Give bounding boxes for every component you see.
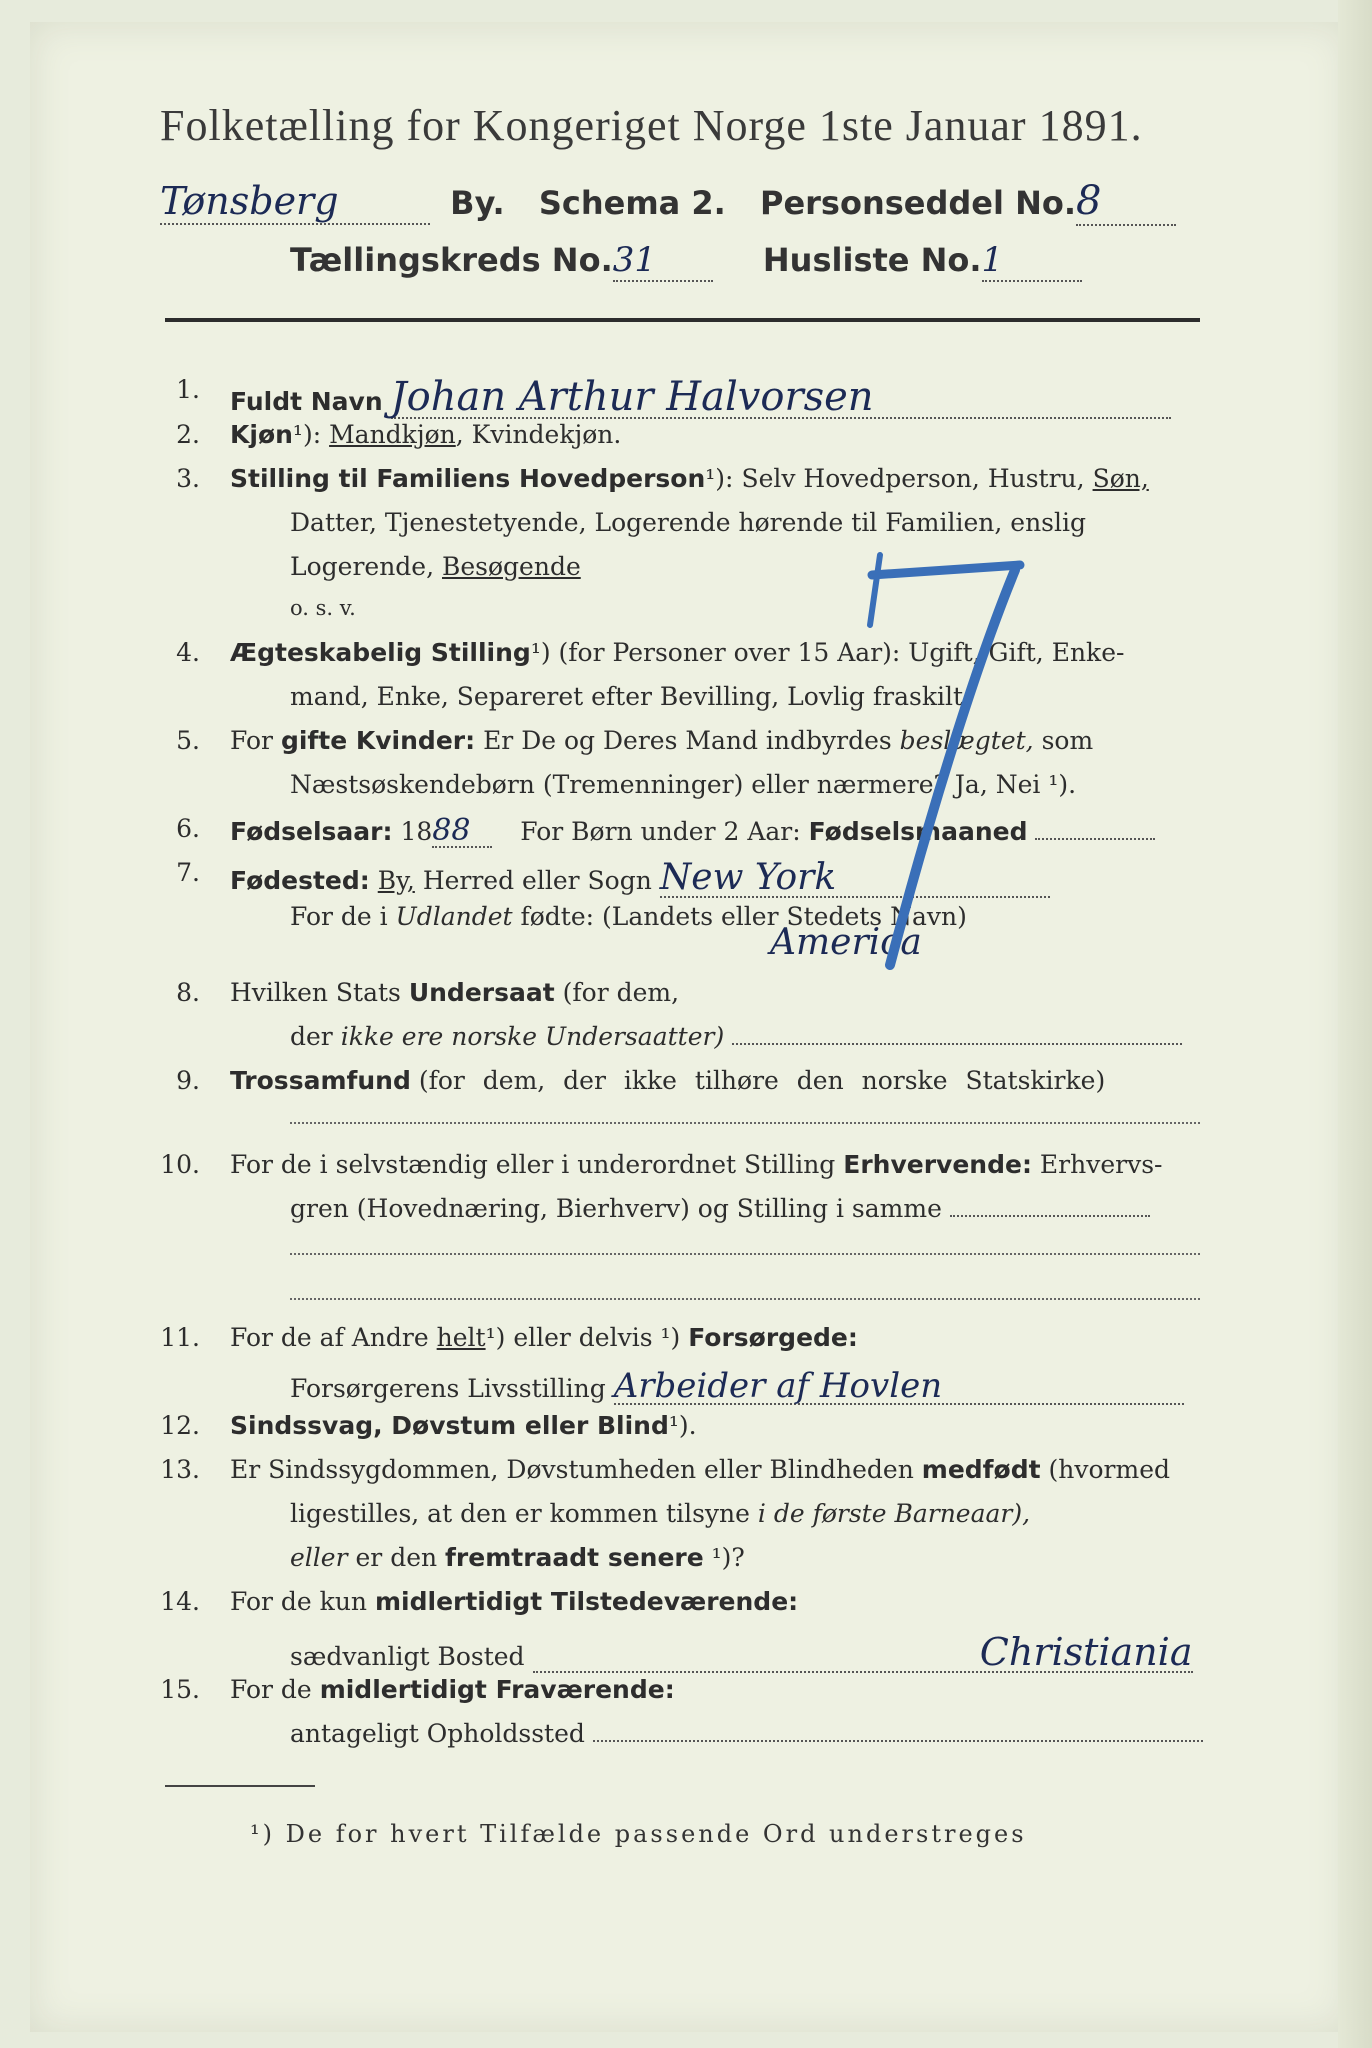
text: er den (355, 1543, 438, 1572)
usual-residence-value: Christiania (533, 1633, 1193, 1673)
citizenship-blank (732, 1043, 1182, 1045)
item-disability (230, 1413, 697, 1438)
kreds-number: 31 (613, 240, 713, 282)
text: sædvanligt Bosted (290, 1642, 525, 1671)
congenital-label: medfødt (921, 1455, 1041, 1484)
husliste-number: 1 (982, 240, 1082, 282)
family-position-line2: Datter, Tjenestetyende, Logerende hørende til Familien, enslig (290, 508, 1087, 537)
text: Er Sindssygdommen, Døvstumheden eller Blindheden (230, 1455, 914, 1484)
birth-year-value: 88 (432, 816, 492, 848)
item-number: 8. (176, 978, 200, 1007)
text: Herred eller Sogn (422, 866, 652, 895)
birth-year-prefix: 18 (400, 817, 433, 846)
text: Udlandet (395, 902, 513, 931)
item-sex (230, 422, 621, 447)
text: For (230, 726, 273, 755)
item-number: 5. (176, 726, 200, 755)
family-position-options: Selv Hovedperson, Hustru, (741, 464, 1085, 493)
item-number: 2. (176, 420, 200, 449)
family-position-son: Søn, (1092, 464, 1149, 493)
temporary-residence-blank (593, 1740, 1203, 1742)
town-value: Tønsberg (160, 179, 430, 225)
full-name-value: Johan Arthur Halvorsen (391, 377, 1171, 419)
item-occupation (230, 1152, 1162, 1177)
text: ¹)? (711, 1543, 745, 1572)
text: ikke ere norske Undersaatter) (340, 1022, 725, 1051)
header-rule (165, 318, 1200, 322)
text: For Børn under 2 Aar: (520, 817, 801, 846)
item-number: 1. (176, 375, 200, 404)
birthplace-label: Fødested: (230, 866, 370, 895)
option-besogende: Besøgende (442, 552, 581, 581)
option-logerende: Logerende, (290, 552, 435, 581)
text: For de (230, 1675, 312, 1704)
birthplace-value: New York (660, 860, 1050, 898)
husliste-label: Husliste No. (762, 241, 982, 279)
footnote-ref: ¹): (705, 464, 734, 493)
footnote-ref: ¹): (292, 420, 322, 449)
marital-status-line2: mand, Enke, Separeret efter Bevilling, Lovlig fraskilt. (290, 682, 971, 711)
birth-year-label: Fødselsaar: (230, 817, 393, 846)
text: Hvilken Stats (230, 978, 401, 1007)
item-full-name (230, 374, 1171, 420)
item-number: 9. (176, 1066, 200, 1095)
text: antageligt Opholdssted (290, 1719, 585, 1748)
item-citizenship (230, 980, 679, 1005)
married-women-line2: Næstsøskendebørn (Tremenninger) eller nærmere? Ja, Nei ¹). (290, 770, 1077, 799)
item-number: 12. (160, 1411, 200, 1440)
text: (hvormed (1048, 1455, 1171, 1484)
item-religion (230, 1068, 1105, 1093)
text: For de i selvstændig eller i underordnet Stilling (230, 1150, 836, 1179)
acquired-label: fremtraadt senere (445, 1543, 704, 1572)
item-number: 14. (160, 1587, 200, 1616)
occupation-blank-2 (290, 1253, 1200, 1255)
occupation-blank (950, 1215, 1150, 1217)
header-town-line (160, 178, 1176, 226)
item-family-position (230, 466, 1149, 491)
religion-label: Trossamfund (230, 1066, 411, 1095)
family-position-label: Stilling til Familiens Hovedperson (230, 464, 706, 493)
text: For de af Andre (230, 1323, 429, 1352)
text: For de kun (230, 1587, 368, 1616)
handwritten-seven-mark (860, 535, 1030, 985)
birth-month-label: Fødselsmaaned (808, 817, 1028, 846)
marital-options: ¹) (for Personer over 15 Aar): Ugift, Gift, Enke- (530, 638, 1125, 667)
text: i de første Barneaar), (757, 1499, 1031, 1528)
item-number: 4. (176, 638, 200, 667)
congenital-line3 (290, 1545, 745, 1570)
birthplace-option-by: By, (377, 866, 415, 895)
personseddel-number: 8 (1076, 178, 1176, 226)
citizenship-label: Undersaat (408, 978, 555, 1007)
text: som (1041, 726, 1094, 755)
married-women-label: gifte Kvinder: (280, 726, 476, 755)
personseddel-label: Personseddel No. (759, 184, 1077, 222)
religion-blank (290, 1122, 1200, 1124)
supported-line2 (290, 1366, 1184, 1406)
text: der (290, 1022, 333, 1051)
family-position-line3 (290, 554, 581, 579)
text: (for dem, der ikke tilhøre den norske Statskirke) (418, 1066, 1106, 1095)
item-congenital (230, 1457, 1170, 1482)
text: beslægtet, (899, 726, 1034, 755)
full-name-label: Fuldt Navn (230, 387, 383, 416)
text: ligestilles, at den er kommen tilsyne (290, 1499, 750, 1528)
text: For de i (290, 902, 388, 931)
item-number: 6. (176, 814, 200, 843)
footnote-rule (165, 1785, 315, 1787)
provider-occupation-value: Arbeider af Hovlen (614, 1369, 1184, 1405)
item-number: 3. (176, 464, 200, 493)
text: Er De og Deres Mand indbyrdes (483, 726, 892, 755)
birthplace-country-value: America (770, 922, 922, 963)
form-title: Folketælling for Kongeriget Norge 1ste Januar 1891. (160, 101, 1143, 150)
disability-label: Sindssvag, Døvstum eller Blind (230, 1411, 669, 1440)
text: gren (Hovednæring, Bierhverv) og Stilling i samme (290, 1194, 942, 1223)
footnote: ¹) De for hvert Tilfælde passende Ord understreges (250, 1820, 1027, 1848)
text: eller (290, 1543, 348, 1572)
text: Erhvervs- (1039, 1150, 1163, 1179)
occupation-line2 (290, 1196, 1150, 1221)
temporary-present-label: midlertidigt Tilstedeværende: (374, 1587, 799, 1616)
footnote-ref: ¹). (668, 1411, 697, 1440)
kreds-label: Tællingskreds No. (290, 241, 613, 279)
item-number: 7. (176, 858, 200, 887)
text: Forsørgerens Livsstilling (290, 1374, 606, 1403)
text: (for dem, (562, 978, 680, 1007)
item-supported (230, 1325, 858, 1350)
item-number: 11. (160, 1323, 200, 1352)
temporary-present-line2 (290, 1630, 1193, 1674)
occupation-label: Erhvervende: (843, 1150, 1032, 1179)
supported-label: Forsørgede: (688, 1323, 858, 1352)
sex-option-male: Mandkjøn (329, 420, 456, 449)
item-number: 13. (160, 1455, 200, 1484)
header-kreds-line (290, 240, 1082, 282)
temporary-absent-label: midlertidigt Fraværende: (319, 1675, 675, 1704)
sex-label: Kjøn (230, 420, 293, 449)
supported-option-helt: helt (436, 1323, 486, 1352)
schema-label: Schema 2. (538, 184, 726, 222)
by-label: By. (450, 184, 505, 222)
item-temporary-present (230, 1589, 798, 1614)
sex-options: , Kvindekjøn. (455, 420, 622, 449)
page-edge (1338, 0, 1372, 2048)
citizenship-line2 (290, 1024, 1182, 1049)
congenital-line2 (290, 1501, 1030, 1526)
text: fødte: (Landets eller Stedets Navn) (520, 902, 967, 931)
item-temporary-absent (230, 1677, 675, 1702)
family-position-line4: o. s. v. (290, 596, 356, 620)
temporary-absent-line2 (290, 1721, 1203, 1746)
occupation-blank-3 (290, 1298, 1200, 1300)
marital-status-label: Ægteskabelig Stilling (230, 638, 531, 667)
birth-month-blank (1035, 838, 1155, 840)
item-number: 15. (160, 1675, 200, 1704)
item-number: 10. (160, 1150, 200, 1179)
text: ¹) eller delvis ¹) (485, 1323, 681, 1352)
